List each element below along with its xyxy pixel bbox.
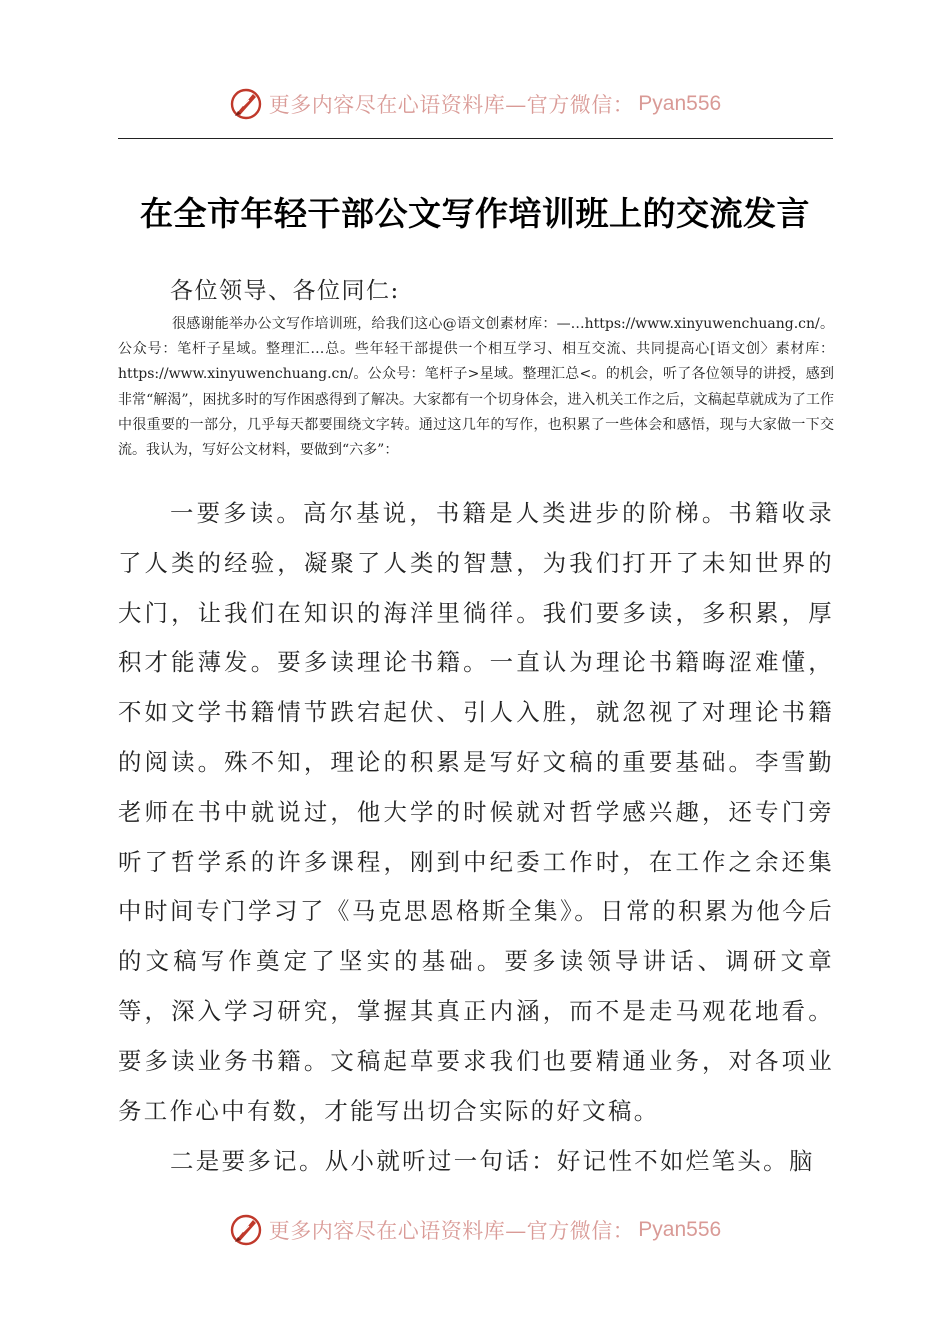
quill-pen-logo-icon: [229, 1213, 263, 1247]
header-divider: [118, 138, 833, 139]
quill-pen-logo-icon: [229, 87, 263, 121]
intro-paragraph: 很感谢能举办公文写作培训班，给我们这心@语文创素材库：—…https://www.xinyuwenchuang.cn/。公众号：笔杆子星域。整理汇…总。些年轻干部提供一个相互学习、相互交流、共同提高心[语文创〉素材库：https://www.xinyuwenchuang.cn/。公众号：笔杆子>星域。整理汇总<。的机会，听了各位领导的讲授，感到非常“解渴”，困扰多时的写作困惑得到了解决。大家都有一个切身体会，进入机关工作之后，文稿起草就成为了工作中很重要的一部分，几乎每天都要围绕文字转。通过这几年的写作，也积累了一些体会和感悟，现与大家做一下交流。我认为，写好公文材料，要做到“六多”：: [118, 316, 834, 459]
footer-banner-text: 更多内容尽在心语资料库—官方微信：: [268, 1219, 635, 1243]
footer-banner: [0, 1210, 950, 1250]
footer-banner-id: Pyan556: [638, 1218, 722, 1241]
header-banner-text: 更多内容尽在心语资料库—官方微信：: [268, 93, 635, 117]
salutation: 各位领导、各位同仁:: [170, 278, 400, 304]
header-banner: [0, 84, 950, 124]
paragraph-read-more: 一要多读。高尔基说，书籍是人类进步的阶梯。书籍收录了人类的经验，凝聚了人类的智慧，为我们打开了未知世界的大门，让我们在知识的海洋里徜徉。我们要多读，多积累，厚积才能薄发。要多读理论书籍。一直认为理论书籍晦涩难懂，不如文学书籍情节跌宕起伏、引人入胜，就忽视了对理论书籍的阅读。殊不知，理论的积累是写好文稿的重要基础。李雪勤老师在书中就说过，他大学的时候就对哲学感兴趣，还专门旁听了哲学系的许多课程，刚到中纪委工作时，在工作之余还集中时间专门学习了《马克思恩格斯全集》。日常的积累为他今后的文稿写作奠定了坚实的基础。要多读领导讲话、调研文章等，深入学习研究，掌握其真正内涵，而不是走马观花地看。要多读业务书籍。文稿起草要求我们也要精通业务，对各项业务工作心中有数，才能写出切合实际的好文稿。: [118, 499, 834, 1125]
header-banner-id: Pyan556: [638, 92, 722, 115]
paragraph-write-more: 二是要多记。从小就听过一句话：好记性不如烂笔头。脑: [170, 1147, 815, 1175]
document-title: 在全市年轻干部公文写作培训班上的交流发言: [140, 194, 810, 233]
